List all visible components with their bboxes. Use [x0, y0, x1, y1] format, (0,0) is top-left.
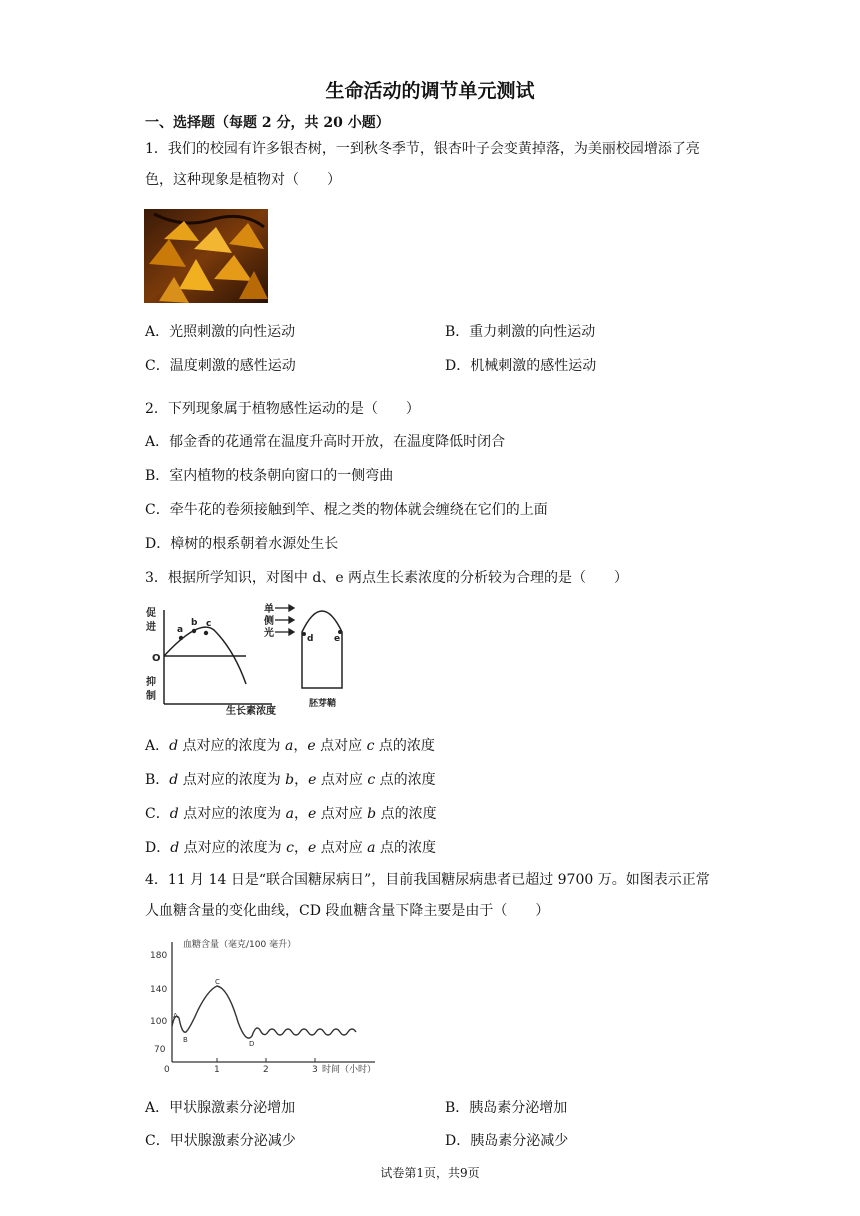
- curve-point-b: B: [183, 1036, 188, 1044]
- point-c: [204, 631, 208, 635]
- auxin-concentration-figure: [144, 600, 364, 720]
- q2-option-a[interactable]: A．郁金香的花通常在温度升高时开放，在温度降低时闭合: [145, 434, 506, 450]
- promote-label-2: 进: [146, 622, 156, 633]
- light-label-2: 侧: [264, 616, 274, 627]
- label-e: e: [334, 634, 341, 644]
- curve-point-c: C: [215, 978, 220, 986]
- sheath-label: 胚芽鞘: [309, 699, 337, 709]
- label-d: d: [307, 634, 314, 644]
- question-3-stem: 3．根据所学知识，对图中 d、e 两点生长素浓度的分析较为合理的是（ ）: [145, 570, 629, 586]
- ytick-180: 180: [150, 951, 168, 961]
- point-a: [179, 636, 183, 640]
- xtick-2: 2: [263, 1065, 269, 1075]
- q2-option-b[interactable]: B．室内植物的枝条朝向窗口的一侧弯曲: [145, 468, 394, 484]
- ytick-100: 100: [150, 1017, 168, 1027]
- question-4-stem: 4．11 月 14 日是“联合国糖尿病日”，目前我国糖尿病患者已超过 9700 万。如图表示正常人血糖含量的变化曲线，CD 段血糖含量下降主要是由于（ ）: [145, 872, 710, 919]
- q4-option-b[interactable]: B．胰岛素分泌增加: [445, 1100, 568, 1116]
- point-b: [192, 629, 196, 633]
- q3-option-b[interactable]: B．d 点对应的浓度为 b，e 点对应 c 点的浓度: [145, 772, 436, 788]
- q1-option-d[interactable]: D．机械刺激的感性运动: [445, 358, 597, 374]
- page-title: 生命活动的调节单元测试: [325, 80, 535, 102]
- blood-sugar-figure: [150, 936, 390, 1086]
- label-a: a: [177, 625, 184, 635]
- q3-option-c[interactable]: C．d 点对应的浓度为 a，e 点对应 b 点的浓度: [145, 806, 437, 822]
- ytick-70: 70: [154, 1045, 166, 1055]
- ginkgo-leaves-photo: [144, 209, 268, 303]
- q2-option-c[interactable]: C．牵牛花的卷须接触到竿、棍之类的物体就会缠绕在它们的上面: [145, 502, 548, 518]
- q1-option-b[interactable]: B．重力刺激的向性运动: [445, 324, 596, 340]
- y-axis-title: 血糖含量（毫克/100 毫升）: [183, 940, 297, 950]
- q4-option-c[interactable]: C．甲状腺激素分泌减少: [145, 1133, 296, 1149]
- label-c: c: [206, 619, 212, 629]
- xtick-1: 1: [214, 1065, 220, 1075]
- page-footer: 试卷第1页，共9页: [380, 1166, 480, 1180]
- section-heading: 一、选择题（每题 2 分，共 20 小题）: [145, 115, 390, 131]
- q2-option-d[interactable]: D．樟树的根系朝着水源处生长: [145, 536, 339, 552]
- light-label-3: 光: [264, 628, 274, 639]
- label-b: b: [191, 618, 198, 628]
- x-axis-label: 生长素浓度: [226, 706, 276, 717]
- promote-label-1: 促: [146, 608, 156, 619]
- xtick-0: 0: [164, 1065, 170, 1075]
- inhibit-label-1: 抑: [146, 677, 156, 688]
- curve-point-d: D: [249, 1040, 255, 1048]
- q3-option-a[interactable]: A．d 点对应的浓度为 a，e 点对应 c 点的浓度: [145, 738, 435, 754]
- origin-label: O: [152, 653, 161, 664]
- ytick-140: 140: [150, 985, 168, 995]
- inhibit-label-2: 制: [146, 691, 156, 702]
- question-2-stem: 2．下列现象属于植物感性运动的是（ ）: [145, 401, 420, 417]
- curve-point-a: A: [173, 1012, 178, 1020]
- q1-option-a[interactable]: A．光照刺激的向性运动: [145, 324, 296, 340]
- question-1-stem: 1．我们的校园有许多银杏树，一到秋冬季节，银杏叶子会变黄掉落，为美丽校园增添了亮色，这种现象是植物对（ ）: [145, 141, 700, 188]
- xtick-3: 3: [312, 1065, 318, 1075]
- q4-option-d[interactable]: D．胰岛素分泌减少: [445, 1133, 569, 1149]
- q3-option-d[interactable]: D．d 点对应的浓度为 c，e 点对应 a 点的浓度: [145, 840, 436, 856]
- light-label-1: 单: [264, 604, 274, 615]
- q4-option-a[interactable]: A．甲状腺激素分泌增加: [145, 1100, 296, 1116]
- q1-option-c[interactable]: C．温度刺激的感性运动: [145, 358, 296, 374]
- x-axis-unit: 时间（小时）: [322, 1065, 377, 1075]
